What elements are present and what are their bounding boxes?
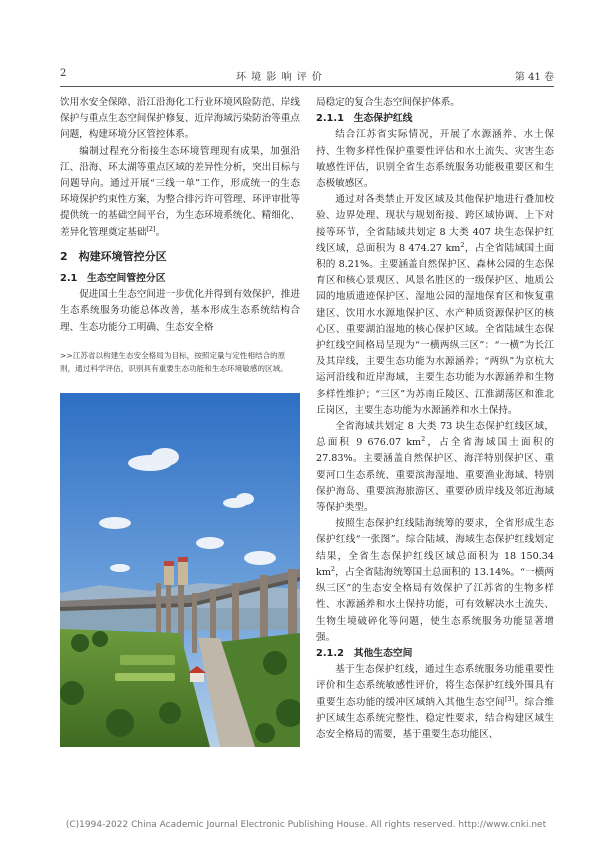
section-2-1-2-heading: 2.1.2 其他生态空间 bbox=[316, 647, 413, 659]
reference-2[interactable]: [2] bbox=[146, 224, 156, 233]
reference-3[interactable]: [3] bbox=[505, 694, 515, 703]
right-para-a: 结合江苏省实际情况，开展了水源涵养、水土保持、生物多样性保护重要性评估和水土流失、灾害生态敏感性评估，识别全省生态系统服务功能极重要区和生态极敏感区。 bbox=[316, 129, 554, 190]
right-column bbox=[316, 95, 554, 743]
header-rule bbox=[60, 86, 554, 87]
right-para-top: 局稳定的复合生态空间保护体系。 bbox=[316, 97, 460, 108]
bridge-photo bbox=[60, 393, 300, 747]
left-column bbox=[60, 95, 300, 336]
left-para-2: 编制过程充分衔接生态环境管理现有成果，加强沿江、沿海、环太湖等重点区域的差异性分析，突出目标与问题导向。通过开展“三线一单”工作，形成统一的生态环境保护约束性方案，为整合排污许可管理、环评审批等提供统一的基础空间平台，为生态环境系统化、精细化、差异化管理奠定基础[2]。 bbox=[60, 145, 300, 238]
section-2-1-heading: 2.1 生态空间管控分区 bbox=[60, 273, 166, 285]
figure-caption: >>江苏省以构建生态安全格局为目标，按照定量与定性相结合的原则，通过科学评估，识别具有重要生态功能和生态环境敏感的区域。 bbox=[60, 351, 288, 373]
right-para-e: 基于生态保护红线，通过生态系统服务功能重要性评价和生态系统敏感性评价，将生态保护红线外围具有重要生态功能的缓冲区域纳入其他生态空间[3]。综合维护区域生态系统完整性、稳定性要求，结合构建区域生态安全格局的需要，基于重要生态功能区、 bbox=[316, 664, 555, 740]
journal-title: 环 境 影 响 评 价 bbox=[236, 72, 323, 83]
page-number: 2 bbox=[60, 68, 67, 79]
volume-label: 第 41 卷 bbox=[514, 72, 554, 83]
copyright-footer: (C)1994-2022 China Academic Journal Electronic Publishing House. All rights reserved. http://www.cnki.net bbox=[65, 820, 547, 830]
section-2-heading: 2 构建环境管控分区 bbox=[60, 249, 167, 263]
section-2-1-1-heading: 2.1.1 生态保护红线 bbox=[316, 113, 413, 125]
right-para-b: 通过对各类禁止开发区域及其他保护地进行叠加校验、边界处理、现状与规划衔接、跨区域协调、上下对接等环节，全省陆域共划定 8 大类 407 块生态保护红线区域，总面积为 8 474.27 $km^2$，占全省陆域国土面积的 8.21%。主要涵盖自然保护区、森林公园的生态保育区和核心景观区、风景名胜区的一级保护区、地质公园的地质遗迹保护区、湿地公园的湿地保育区和恢复重建区、饮用水水源地保护区、水产种质资源保护区的核心区、重要湖泊湿地的核心保护区域。全省陆域生态保护红线空间格局呈现为“一横两纵三区”：“一横”为长江及其岸线，主要生态功能为水源涵养；“两纵”为京杭大运河沿线和近岸海域，主要生态功能为水源涵养和生物多样性维护；“三区”为苏南丘陵区、江淮湖荡区和淮北丘岗区，主要生态功能为水源涵养和水土保持。 bbox=[316, 194, 555, 416]
left-para-1: 饮用水安全保障、沿江沿海化工行业环境风险防范、岸线保护与重点生态空间保护修复、近岸海域污染防治等重点问题，构建环境分区管控体系。 bbox=[60, 97, 300, 141]
right-para-d: 按照生态保护红线陆海统筹的要求，全省形成生态保护红线“一张图”。综合陆域、海域生态保护红线划定结果，全省生态保护红线区域总面积为 18 150.34 $km^2$，占全省陆海统筹国土总面积的 13.14%。“一横两纵三区”的生态安全格局有效保护了江苏省的生物多样性、水源涵养和水土保持功能，可有效解决水土流失、生物生境破碎化等问题，使生态系统服务功能显著增强。 bbox=[316, 518, 554, 643]
right-para-c: 全省海域共划定 8 大类 73 块生态保护红线区域，总面积 9 676.07 $km^2$，占全省海域国土面积的 27.83%。主要涵盖自然保护区、海洋特别保护区、重要河口生态系统、重要滨海湿地、重要渔业海域、特别保护海岛、重要滨海旅游区、重要砂质岸线及邻近海域等保护类型。 bbox=[316, 421, 555, 514]
left-para-3: 促进国土生态空间进一步优化并得到有效保护，推进生态系统服务功能总体改善，基本形成生态系统结构合理、生态功能分工明确、生态安全格 bbox=[60, 289, 300, 333]
bridge-photo-image bbox=[60, 393, 300, 747]
